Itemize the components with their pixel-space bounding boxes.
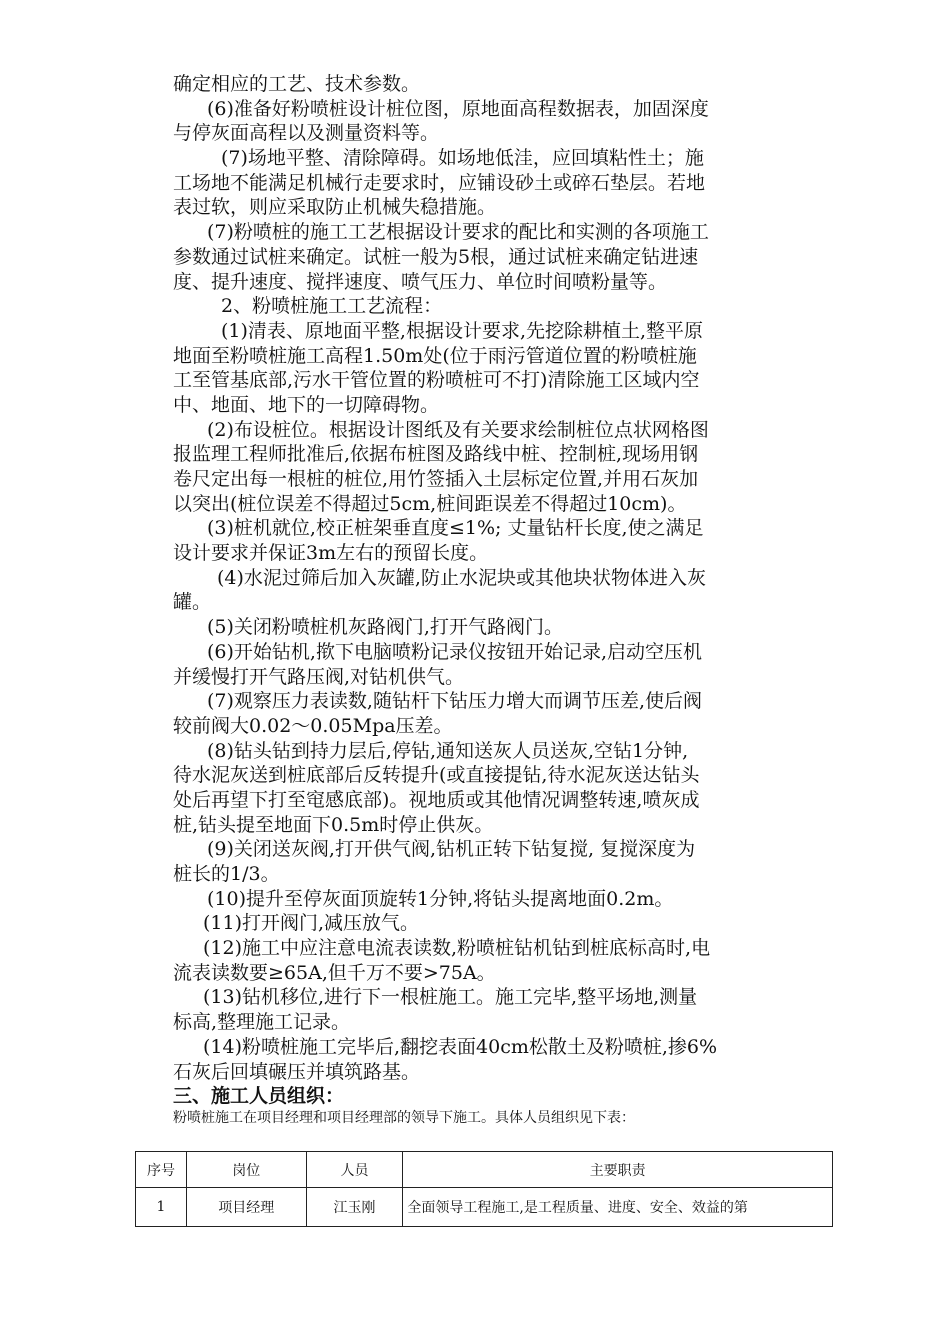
body-line: (4)水泥过筛后加入灰罐,防止水泥块或其他块状物体进入灰 — [217, 566, 706, 589]
body-line: 确定相应的工艺、技术参数。 — [173, 73, 421, 95]
cell-duties: 全面领导工程施工,是工程质量、进度、安全、效益的第 — [403, 1188, 833, 1227]
body-line: 罐。 — [173, 591, 212, 614]
body-line: (7)粉喷桩的施工工艺根据设计要求的配比和实测的各项施工 — [207, 221, 709, 244]
body-line: (1)清表、原地面平整,根据设计要求,先挖除耕植土,整平原 — [221, 319, 704, 342]
body-line: 工场地不能满足机械行走要求时，应铺设砂土或碎石垫层。若地 — [173, 171, 706, 194]
body-line: 地面至粉喷桩施工高程1.50m处(位于雨污管道位置的粉喷桩施 — [173, 344, 697, 367]
body-line: (8)钻头钻到持力层后,停钻,通知送灰人员送灰,空钻1分钟, — [207, 739, 689, 762]
body-paragraphs — [173, 72, 809, 1084]
table-intro: 粉喷桩施工在项目经理和项目经理部的领导下施工。具体人员组织见下表： — [173, 1110, 635, 1127]
body-line: 标高,整理施工记录。 — [173, 1011, 351, 1034]
table-row — [136, 1188, 833, 1227]
header-duties: 主要职责 — [403, 1152, 833, 1188]
body-line: 工至管基底部,污水干管位置的粉喷桩可不打)清除施工区域内空 — [173, 369, 700, 392]
body-line: 桩长的1/3。 — [173, 863, 280, 885]
body-line: 设计要求并保证3m左右的预留长度。 — [173, 542, 489, 565]
header-person: 人员 — [306, 1152, 403, 1188]
section-heading: 三、施工人员组织： — [173, 1085, 345, 1108]
header-position: 岗位 — [186, 1152, 306, 1188]
body-line: 参数通过试桩来确定。试桩一般为5根，通过试桩来确定钻进速 — [173, 245, 699, 268]
body-line: 桩,钻头提至地面下0.5m时停止供灰。 — [173, 813, 494, 836]
body-line: (11)打开阀门,减压放气。 — [203, 912, 420, 935]
body-line: 与停灰面高程以及测量资料等。 — [173, 122, 440, 145]
body-line: 待水泥灰送到桩底部后反转提升(或直接提钻,待水泥灰送达钻头 — [173, 764, 700, 787]
document-body — [173, 72, 809, 1129]
body-line: 并缓慢打开气路压阀,对钻机供气。 — [173, 665, 465, 688]
body-line: 2、粉喷桩施工工艺流程： — [221, 295, 443, 318]
body-line: (9)关闭送灰阀,打开供气阀,钻机正转下钻复搅, 复搅深度为 — [207, 838, 696, 861]
body-line: 处后再望下打至窀感底部)。视地质或其他情况调整转速,喷灰成 — [173, 788, 700, 811]
body-line: 以突出(桩位误差不得超过5cm,桩间距误差不得超过10cm)。 — [173, 492, 687, 515]
body-line: 中、地面、地下的一切障碍物。 — [173, 393, 440, 416]
body-line: (6)开始钻机,揿下电脑喷粉记录仪按钮开始记录,启动空压机 — [207, 640, 702, 663]
body-line: 卷尺定出每一根桩的桩位,用竹签插入土层标定位置,并用石灰加 — [173, 468, 699, 490]
body-line: (7)场地平整、清除障碍。如场地低洼，应回填粘性土；施 — [221, 147, 704, 170]
body-line: 石灰后回填碾压并填筑路基。 — [173, 1060, 421, 1083]
body-line: (5)关闭粉喷桩机灰路阀门,打开气路阀门。 — [207, 616, 563, 639]
body-line: (7)观察压力表读数,随钻杆下钻压力增大而调节压差,使后阀 — [207, 690, 702, 713]
cell-index: 1 — [136, 1188, 187, 1227]
table-header-row — [136, 1152, 833, 1188]
cell-person: 江玉刚 — [306, 1188, 403, 1227]
header-index: 序号 — [136, 1152, 187, 1188]
body-line: 流表读数要≥65A,但千万不要>75A。 — [173, 961, 496, 984]
body-line: 较前阀大0.02～0.05Mpa压差。 — [173, 714, 453, 737]
cell-position: 项目经理 — [186, 1188, 306, 1227]
staff-table — [135, 1151, 833, 1227]
body-line: (3)桩机就位,校正桩架垂直度≤1%; 丈量钻杆长度,使之满足 — [207, 517, 704, 540]
body-line: 报监理工程师批准后,依据布桩图及路线中桩、控制桩,现场用钢 — [173, 443, 699, 466]
body-line: 表过软，则应采取防止机械失稳措施。 — [173, 196, 497, 219]
body-line: 度、提升速度、搅拌速度、喷气压力、单位时间喷粉量等。 — [173, 270, 668, 293]
body-line: (10)提升至停灰面顶旋转1分钟,将钻头提离地面0.2m。 — [207, 887, 674, 910]
body-line: (14)粉喷桩施工完毕后,翻挖表面40cm松散土及粉喷桩,掺6% — [203, 1035, 718, 1058]
body-line: (2)布设桩位。根据设计图纸及有关要求绘制桩位点状网格图 — [207, 418, 709, 441]
body-line: (12)施工中应注意电流表读数,粉喷桩钻机钻到桩底标高时,电 — [203, 937, 711, 960]
body-line: (13)钻机移位,进行下一根桩施工。施工完毕,整平场地,测量 — [203, 986, 698, 1009]
body-line: (6)准备好粉喷桩设计桩位图，原地面高程数据表，加固深度 — [207, 97, 709, 120]
